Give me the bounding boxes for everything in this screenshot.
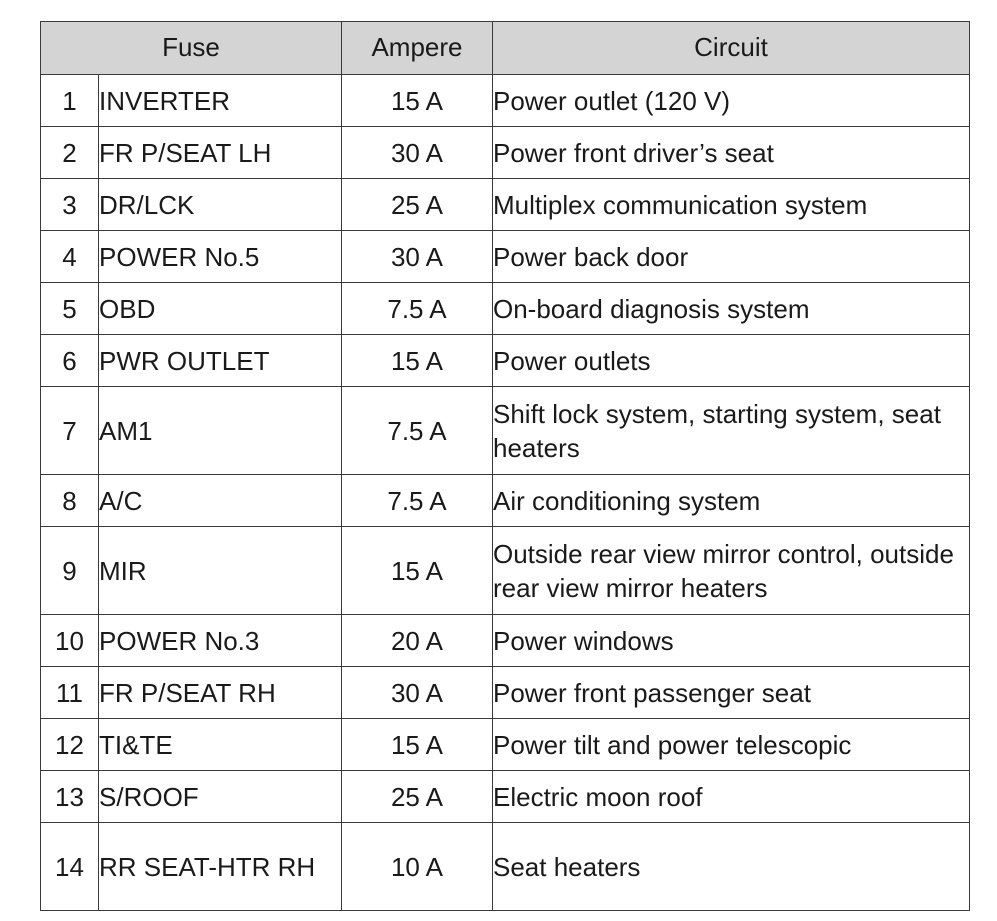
- fuse-circuit: Electric moon roof: [493, 771, 970, 823]
- fuse-ampere: 30 A: [342, 127, 493, 179]
- fuse-name: A/C: [99, 475, 342, 527]
- fuse-circuit: Power front driver’s seat: [493, 127, 970, 179]
- header-fuse: Fuse: [41, 22, 342, 75]
- fuse-name: TI&TE: [99, 719, 342, 771]
- fuse-name: OBD: [99, 283, 342, 335]
- fuse-circuit: Power windows: [493, 615, 970, 667]
- fuse-name: AM1: [99, 387, 342, 475]
- fuse-ampere: 15 A: [342, 75, 493, 127]
- table-row: [41, 667, 970, 719]
- fuse-circuit: Power back door: [493, 231, 970, 283]
- fuse-ampere: 20 A: [342, 615, 493, 667]
- table-row: [41, 179, 970, 231]
- fuse-number: 4: [41, 231, 99, 283]
- fuse-name: S/ROOF: [99, 771, 342, 823]
- table-row: [41, 231, 970, 283]
- fuse-ampere: 30 A: [342, 667, 493, 719]
- fuse-number: 11: [41, 667, 99, 719]
- fuse-number: 8: [41, 475, 99, 527]
- header-circuit: Circuit: [493, 22, 970, 75]
- fuse-ampere: 7.5 A: [342, 387, 493, 475]
- table-row: [41, 719, 970, 771]
- fuse-name: FR P/SEAT LH: [99, 127, 342, 179]
- fuse-number: 5: [41, 283, 99, 335]
- fuse-circuit: On-board diagnosis system: [493, 283, 970, 335]
- fuse-circuit: Power outlet (120 V): [493, 75, 970, 127]
- fuse-number: 12: [41, 719, 99, 771]
- table-row: [41, 615, 970, 667]
- fuse-ampere: 7.5 A: [342, 283, 493, 335]
- table-row: [41, 75, 970, 127]
- fuse-number: 3: [41, 179, 99, 231]
- fuse-name: POWER No.3: [99, 615, 342, 667]
- fuse-ampere: 15 A: [342, 335, 493, 387]
- fuse-name: PWR OUTLET: [99, 335, 342, 387]
- fuse-number: 9: [41, 527, 99, 615]
- fuse-ampere: 10 A: [342, 823, 493, 911]
- fuse-name: INVERTER: [99, 75, 342, 127]
- fuse-name: DR/LCK: [99, 179, 342, 231]
- fuse-name: POWER No.5: [99, 231, 342, 283]
- table-row: [41, 283, 970, 335]
- fuse-circuit: Power outlets: [493, 335, 970, 387]
- fuse-number: 10: [41, 615, 99, 667]
- fuse-number: 2: [41, 127, 99, 179]
- fuse-ampere: 7.5 A: [342, 475, 493, 527]
- fuse-circuit: Air conditioning system: [493, 475, 970, 527]
- fuse-number: 6: [41, 335, 99, 387]
- table-row: [41, 475, 970, 527]
- table-row: [41, 335, 970, 387]
- fuse-number: 13: [41, 771, 99, 823]
- fuse-circuit: Multiplex communication system: [493, 179, 970, 231]
- fuse-name: FR P/SEAT RH: [99, 667, 342, 719]
- table-row: [41, 771, 970, 823]
- table-header-row: [41, 22, 970, 75]
- fuse-number: 14: [41, 823, 99, 911]
- table-row: [41, 127, 970, 179]
- fuse-circuit: Outside rear view mirror control, outside rear view mirror heaters: [493, 527, 970, 615]
- table-row: [41, 387, 970, 475]
- fuse-ampere: 25 A: [342, 179, 493, 231]
- fuse-circuit: Power front passenger seat: [493, 667, 970, 719]
- fuse-ampere: 15 A: [342, 719, 493, 771]
- table-row: [41, 527, 970, 615]
- fuse-ampere: 25 A: [342, 771, 493, 823]
- fuse-circuit: Seat heaters: [493, 823, 970, 911]
- fuse-name: RR SEAT-HTR RH: [99, 823, 342, 911]
- fuse-ampere: 30 A: [342, 231, 493, 283]
- fuse-number: 1: [41, 75, 99, 127]
- fuse-circuit: Shift lock system, starting system, seat heaters: [493, 387, 970, 475]
- header-ampere: Ampere: [342, 22, 493, 75]
- fuse-table: [40, 21, 970, 911]
- fuse-name: MIR: [99, 527, 342, 615]
- fuse-circuit: Power tilt and power telescopic: [493, 719, 970, 771]
- table-row: [41, 823, 970, 911]
- fuse-ampere: 15 A: [342, 527, 493, 615]
- fuse-number: 7: [41, 387, 99, 475]
